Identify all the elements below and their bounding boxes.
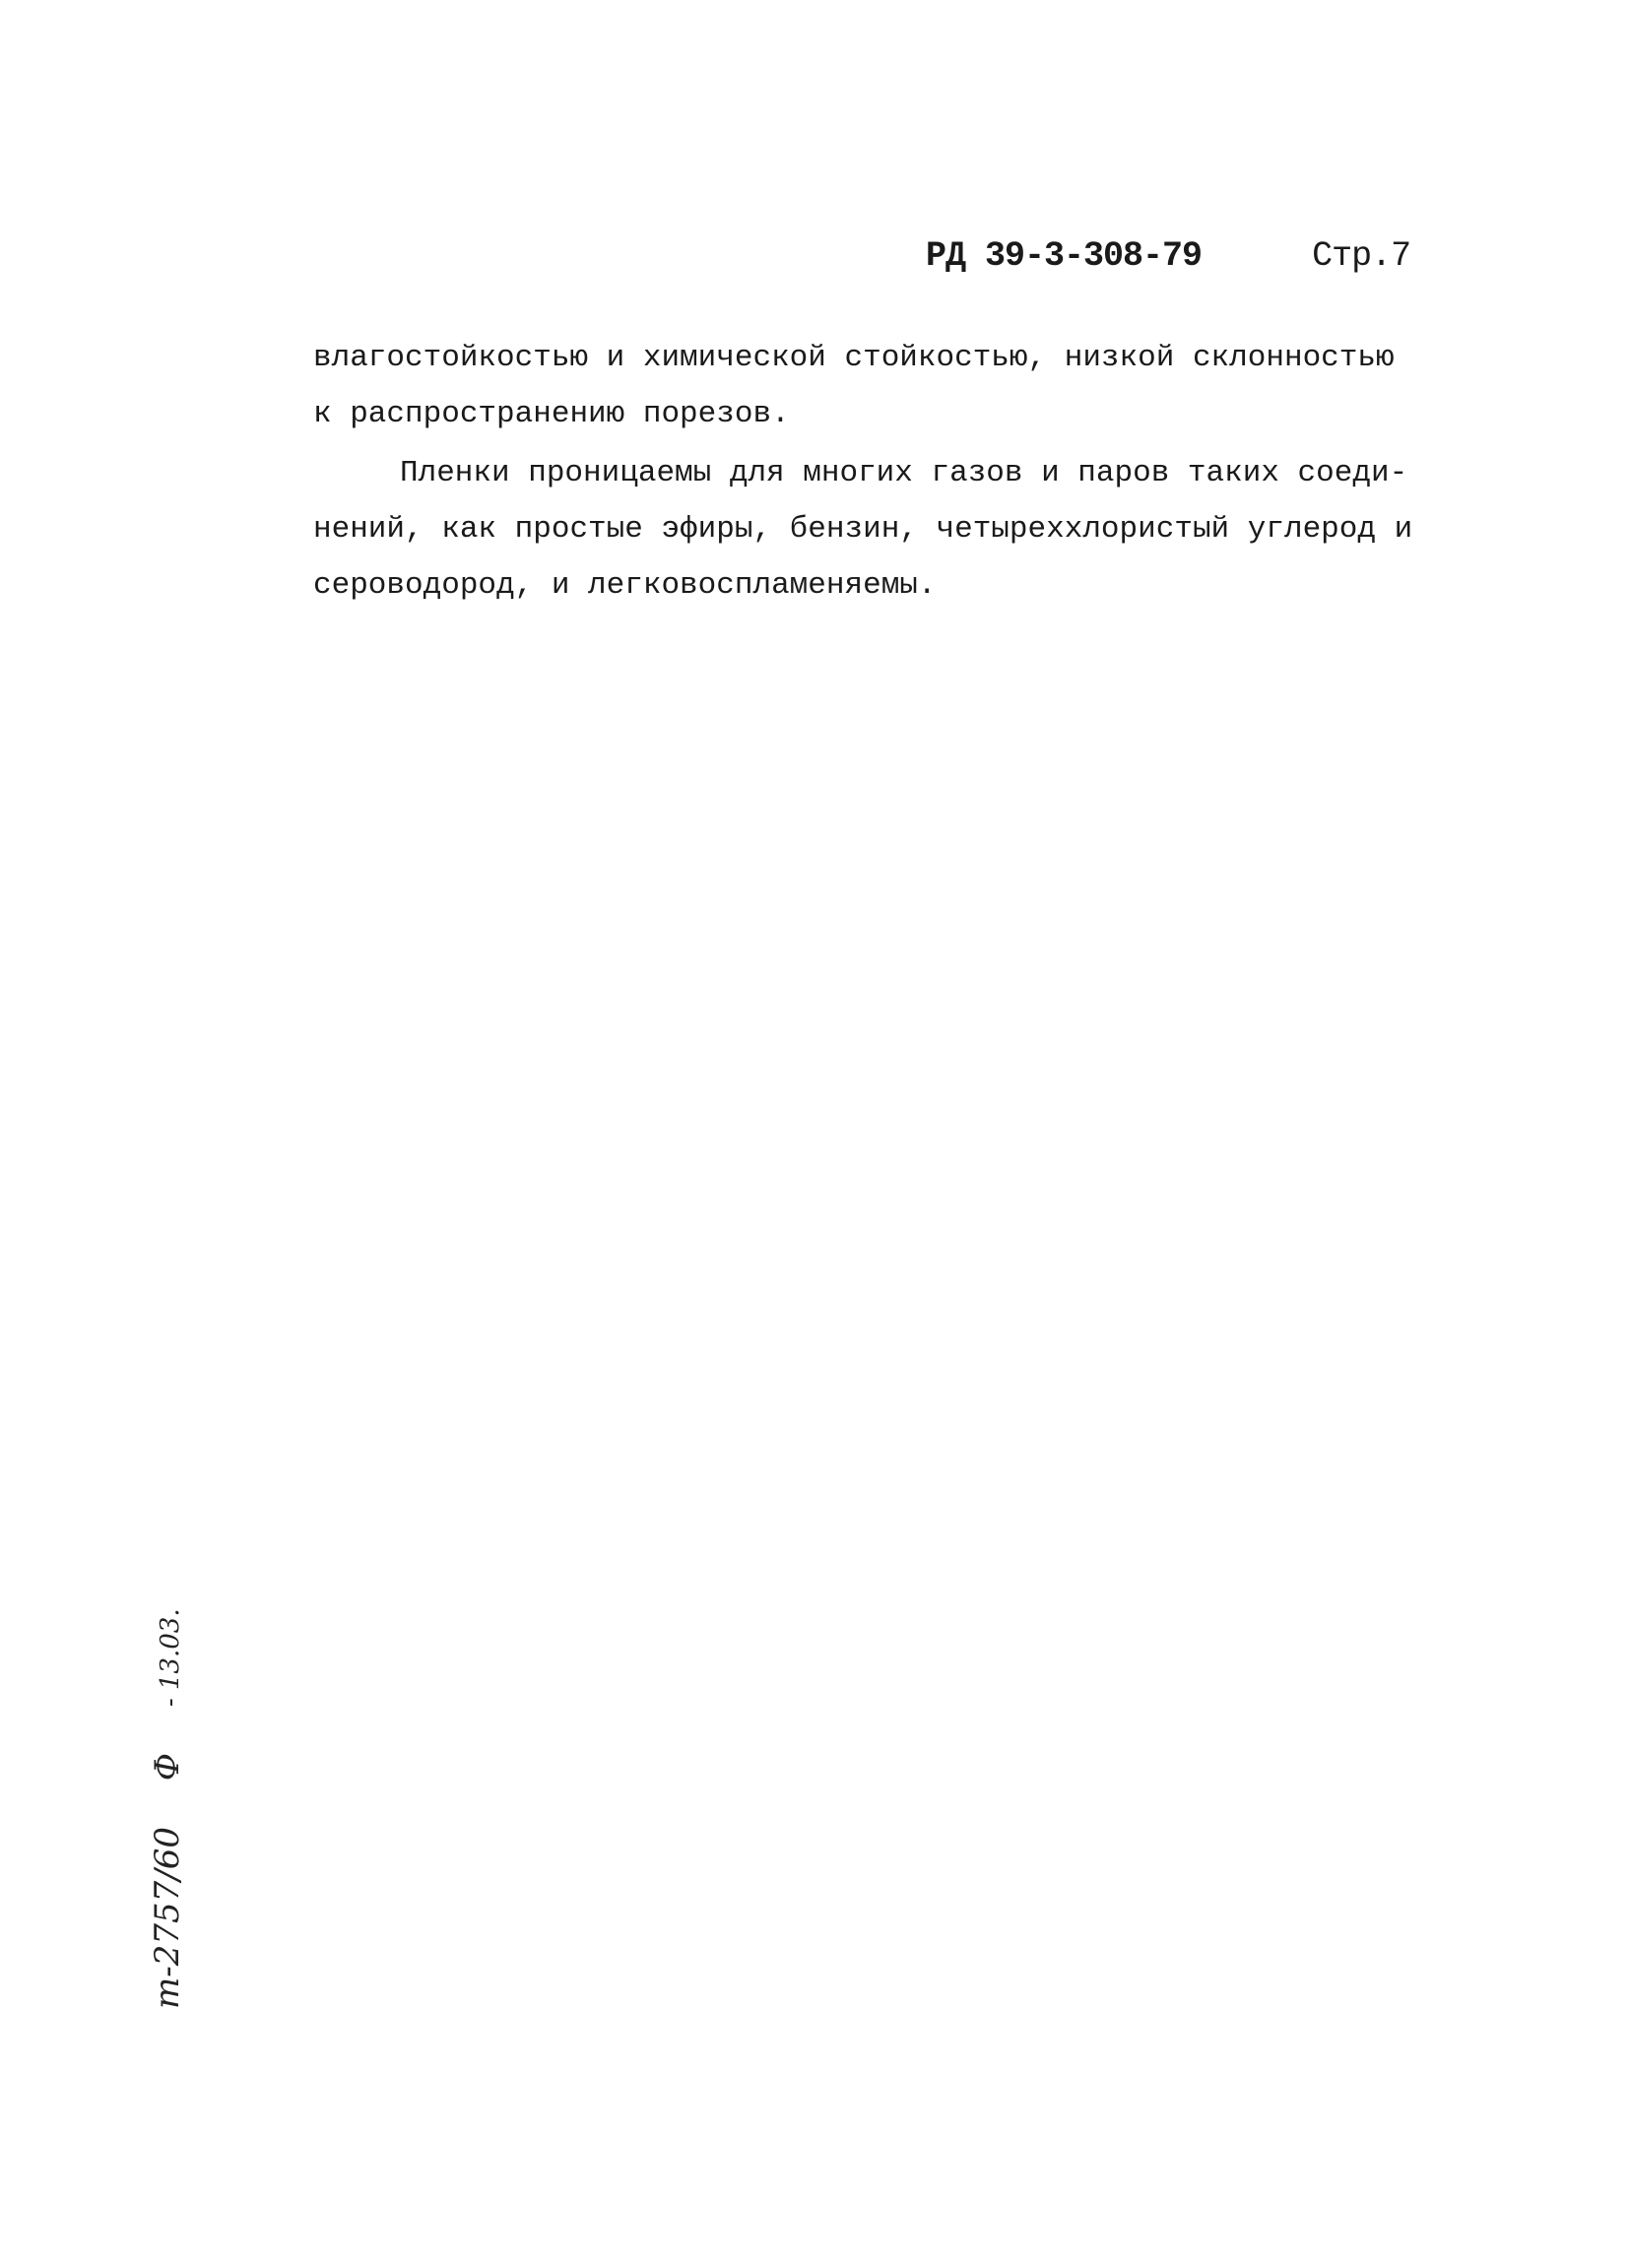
text-line: влагостойкостью и химической стойкостью, низкой склонностью xyxy=(313,341,1395,375)
document-code: РД 39-3-308-79 xyxy=(926,236,1203,276)
body-text xyxy=(313,330,1413,614)
page-header xyxy=(926,236,1410,276)
text-line: к распространению порезов. xyxy=(313,397,790,431)
handwritten-margin-note xyxy=(148,1573,187,2009)
inventory-number: т-2757/60 xyxy=(148,1827,187,2009)
note-date: - 13.03. xyxy=(156,1608,185,1708)
signature-mark: Ф xyxy=(148,1752,187,1782)
text-line: Пленки проницаемы для многих газов и паров таких соеди- xyxy=(400,456,1408,490)
text-line: сероводород, и легковоспламеняемы. xyxy=(313,568,937,603)
text-line: нений, как простые эфиры, бензин, четыреххлористый углерод и xyxy=(313,512,1413,547)
page-number: Стр.7 xyxy=(1312,236,1411,276)
